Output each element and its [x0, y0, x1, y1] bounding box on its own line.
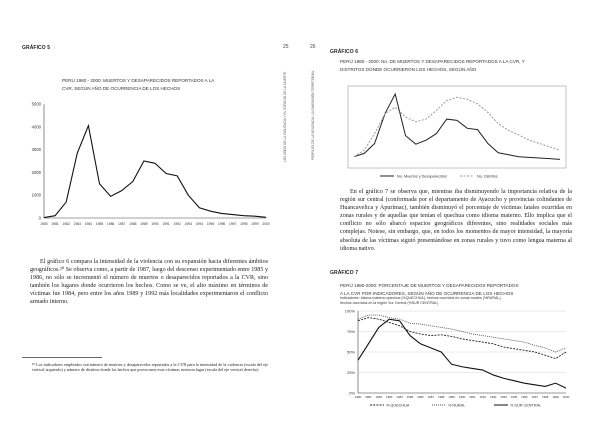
x-tick-label: 1987 — [118, 222, 126, 226]
data-point — [177, 176, 178, 177]
data-point — [166, 173, 167, 174]
x-tick-label: 1983 — [385, 395, 393, 399]
x-tick-label: 1985 — [95, 222, 104, 226]
x-tick-label: 1983 — [73, 222, 81, 226]
data-point — [255, 216, 256, 217]
footnote: ²⁰ Los indicadores empleados son número de muertos y desaparecidos reportados a la CVR para la intensidad de la violencia (escala del eje vertical izquierdo) y número de distritos donde los hechos que provocaron esas víctimas tuvieron lugar (escala del eje vertical derecho). — [32, 362, 268, 373]
y-tick-label: 50% — [346, 349, 355, 355]
x-tick-label: 1992 — [479, 395, 487, 399]
grafico-5-chart — [22, 98, 272, 230]
x-tick-label: 1982 — [375, 395, 383, 399]
x-tick-label: 1980 — [354, 395, 362, 399]
y-tick-label: 0 — [38, 215, 41, 221]
x-tick-label: 1995 — [206, 222, 215, 226]
data-point — [144, 161, 145, 162]
grafico-7-title: PERÚ 1980-2000: PORCENTAJE DE MUERTOS Y DESAPARECIDOS REPORTADOS A LA CVR POR INDICADORES, SEGÚN AÑO DE OCURRENCIA DE LOS HECHOS — [340, 283, 519, 296]
x-tick-label: 1985 — [406, 395, 414, 399]
x-tick-label: 1999 — [251, 222, 259, 226]
grafico-6-label: GRÁFICO 6 — [330, 49, 359, 55]
grafico-7-note: Indicadores: Idioma materno quechua (%QUECHUA), hechos ocurridos en zonas rurales (%RURAL), hechos ocurridos en la región Sur Central (%SUR CENTRAL) — [340, 296, 502, 305]
y-tick-label: 0% — [349, 390, 355, 396]
x-tick-label: 1990 — [151, 222, 159, 226]
legend-label: % QUECHUA — [386, 403, 410, 408]
y-tick-label: 100% — [344, 308, 355, 314]
x-tick-label: 1986 — [417, 395, 424, 399]
data-point — [66, 202, 67, 203]
footnote-rule — [22, 357, 102, 358]
legend-label: No. Distritos — [477, 174, 498, 179]
x-tick-label: 2000 — [562, 395, 570, 399]
x-tick-label: 1996 — [217, 222, 226, 226]
x-tick-label: 1991 — [162, 222, 170, 226]
x-tick-label: 1981 — [365, 395, 372, 399]
x-tick-label: 1994 — [500, 395, 507, 399]
x-tick-label: 1993 — [184, 222, 192, 226]
data-point — [155, 163, 156, 164]
x-tick-label: 1986 — [106, 222, 115, 226]
series-line-1 — [358, 318, 566, 359]
data-point — [110, 196, 111, 197]
grafico-5-title: PERÚ 1980 - 2000: MUERTOS Y DESAPARECIDOS REPORTADOS A LA CVR, SEGÚN AÑO DE OCURRENCIA DE LOS HECHOS — [62, 78, 215, 91]
x-tick-label: 1992 — [173, 222, 181, 226]
x-tick-label: 1987 — [427, 395, 435, 399]
data-point — [188, 195, 189, 196]
x-tick-label: 1989 — [140, 222, 148, 226]
legend-label: % SUR CENTRAL — [510, 403, 542, 408]
legend-label: No. Muertos y Desaparecidos — [397, 174, 448, 179]
x-tick-label: 1993 — [489, 395, 497, 399]
x-tick-label: 1981 — [51, 222, 59, 226]
data-point — [99, 184, 100, 185]
data-point — [44, 217, 45, 218]
x-tick-label: 1995 — [510, 395, 518, 399]
left-page — [0, 0, 290, 431]
y-tick-label: 75% — [346, 329, 355, 334]
series-line — [44, 126, 266, 218]
data-point — [121, 190, 122, 191]
series-line-2 — [354, 97, 560, 156]
y-tick-label: 5000 — [31, 101, 41, 107]
data-point — [77, 153, 78, 154]
data-point — [232, 214, 233, 215]
grafico-5-label: GRÁFICO 5 — [22, 45, 51, 51]
series-line-1 — [354, 94, 560, 159]
y-tick-label: 25% — [346, 370, 355, 375]
x-tick-label: 1996 — [521, 395, 528, 399]
grafico-7-label: GRÁFICO 7 — [330, 270, 359, 276]
x-tick-label: 1988 — [129, 222, 137, 226]
data-point — [221, 213, 222, 214]
x-tick-label: 1990 — [458, 395, 466, 399]
x-tick-label: 1998 — [240, 222, 248, 226]
data-point — [199, 207, 200, 208]
y-tick-label: 2000 — [31, 169, 41, 175]
x-tick-label: 1998 — [541, 395, 549, 399]
page-number-26: 26 — [310, 44, 316, 50]
grafico-7-chart — [340, 305, 572, 415]
grafico-6-title: PERÚ 1980 - 2000: No. DE MUERTOS Y DESAPARECIDOS REPORTADOS A LA CVR, Y DISTRITOS DONDE OCURRIERON LOS HECHOS, SEGÚN AÑO — [340, 59, 525, 72]
x-tick-label: 1984 — [84, 222, 93, 226]
page-number-25: 25 — [283, 44, 289, 50]
x-tick-label: 1999 — [552, 395, 559, 399]
y-tick-label: 4000 — [31, 124, 41, 130]
legend-label: % RURAL — [448, 403, 466, 408]
data-point — [133, 181, 134, 182]
y-tick-label: 3000 — [31, 147, 41, 153]
y-tick-label: 1000 — [31, 192, 41, 198]
x-tick-label: 1980 — [40, 222, 48, 226]
left-paragraph: El gráfico 6 compara la intensidad de la violencia con su expansión hacia diferentes ámbitos geográficos.²⁰ Se observa como, a partir de 1987, luego del descenso experimentado entre 1985 y 1986, no sólo se incrementó el número de muertos o desaparecidos reportados a la CVR, sino también los lugares donde ocurrieron los hechos. Como se ve, el alto máximo en términos de víctimas fue 1984, pero entre los años 1989 y 1992 más localidades experimentaron el conflicto armado interno. — [30, 259, 268, 306]
series-line-2 — [358, 315, 566, 352]
right-paragraph: En el gráfico 7 se observa que, mientras iba disminuyendo la importancia relativa de la región sur central (conformada por el departamento de Ayacucho y provincias colindantes de Huancavelica y Apurímac), también disminuyó el porcentaje de víctimas fatales ocurridas en zonas rurales y de aquellas que tenían el quechua como idioma materno. Ello implica que el conflicto no sólo abarcó espacios geográficos diferentes, sino realidades sociales más complejas. Notese, sin embargo, que, en todos los momentos de mayor intensidad, la mayoría absoluta de las víctimas siguió presentándose en zonas rurales y tuvo como lengua materna al idioma nativo. — [340, 189, 572, 252]
x-tick-label: 1982 — [62, 222, 70, 226]
data-point — [55, 215, 56, 216]
running-head-left: LOS AÑOS DE LA VIOLENCIA Y EL ESPACIO DE LA MUERTE — [283, 71, 287, 162]
x-tick-label: 1997 — [531, 395, 539, 399]
x-tick-label: 1984 — [396, 395, 403, 399]
x-tick-label: 1997 — [229, 222, 237, 226]
data-point — [210, 211, 211, 212]
grafico-6-chart — [340, 82, 570, 182]
right-page — [300, 0, 600, 431]
x-tick-label: 1988 — [437, 395, 445, 399]
x-tick-label: 1989 — [448, 395, 455, 399]
x-tick-label: 2000 — [262, 222, 270, 226]
series-line-3 — [358, 319, 566, 388]
data-point — [244, 215, 245, 216]
running-head-right: PERFILES DE LA VIOLENCIA: LA DIMENSIÓN TERRITORIAL — [311, 70, 315, 160]
data-point — [88, 125, 89, 126]
data-point — [266, 217, 267, 218]
x-tick-label: 1994 — [195, 222, 204, 226]
x-tick-label: 1991 — [469, 395, 476, 399]
